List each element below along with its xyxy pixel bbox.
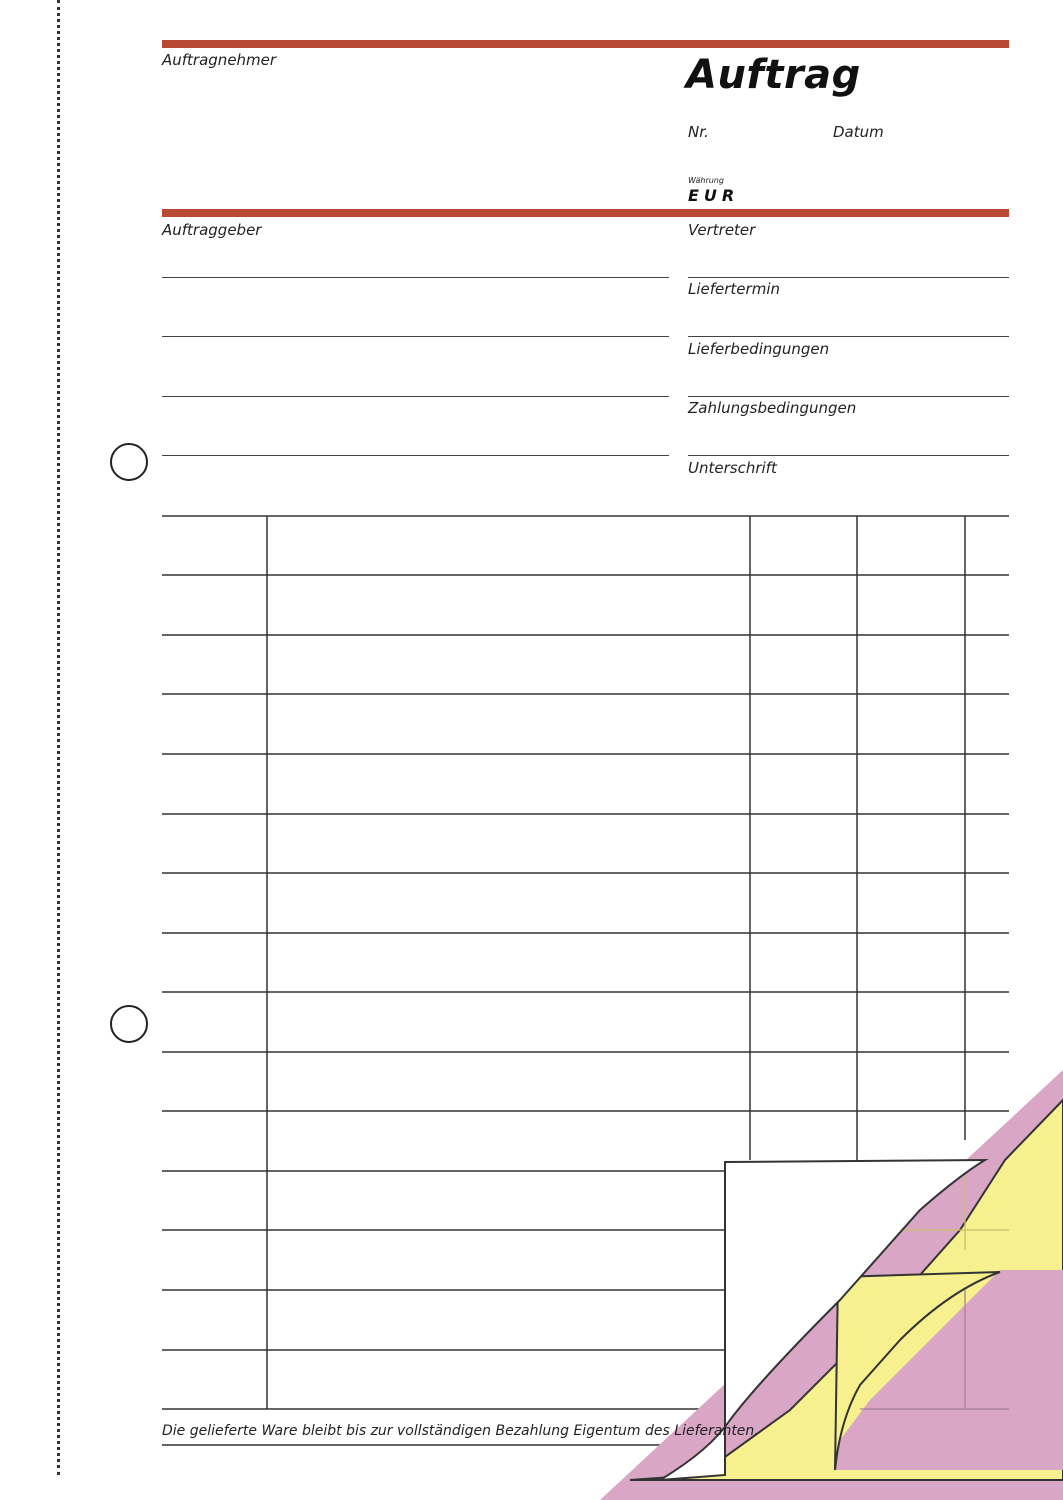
currency-label: Währung [688,176,724,185]
client-label: Auftraggeber [162,221,262,239]
date-label: Datum [833,123,884,141]
signature-label: Unterschrift [688,459,777,477]
currency-value: EUR [688,186,740,205]
payment-terms-label: Zahlungsbedingungen [688,399,857,417]
delivery-terms-label: Lieferbedingungen [688,340,830,358]
contractor-label: Auftragnehmer [162,51,277,69]
delivery-date-label: Liefertermin [688,280,780,298]
nr-label: Nr. [688,123,709,141]
form-title: Auftrag [686,52,861,98]
retention-of-title-note: Die gelieferte Ware bleibt bis zur vollständigen Bezahlung Eigentum des Lieferanten. [162,1423,759,1439]
representative-label: Vertreter [688,221,756,239]
